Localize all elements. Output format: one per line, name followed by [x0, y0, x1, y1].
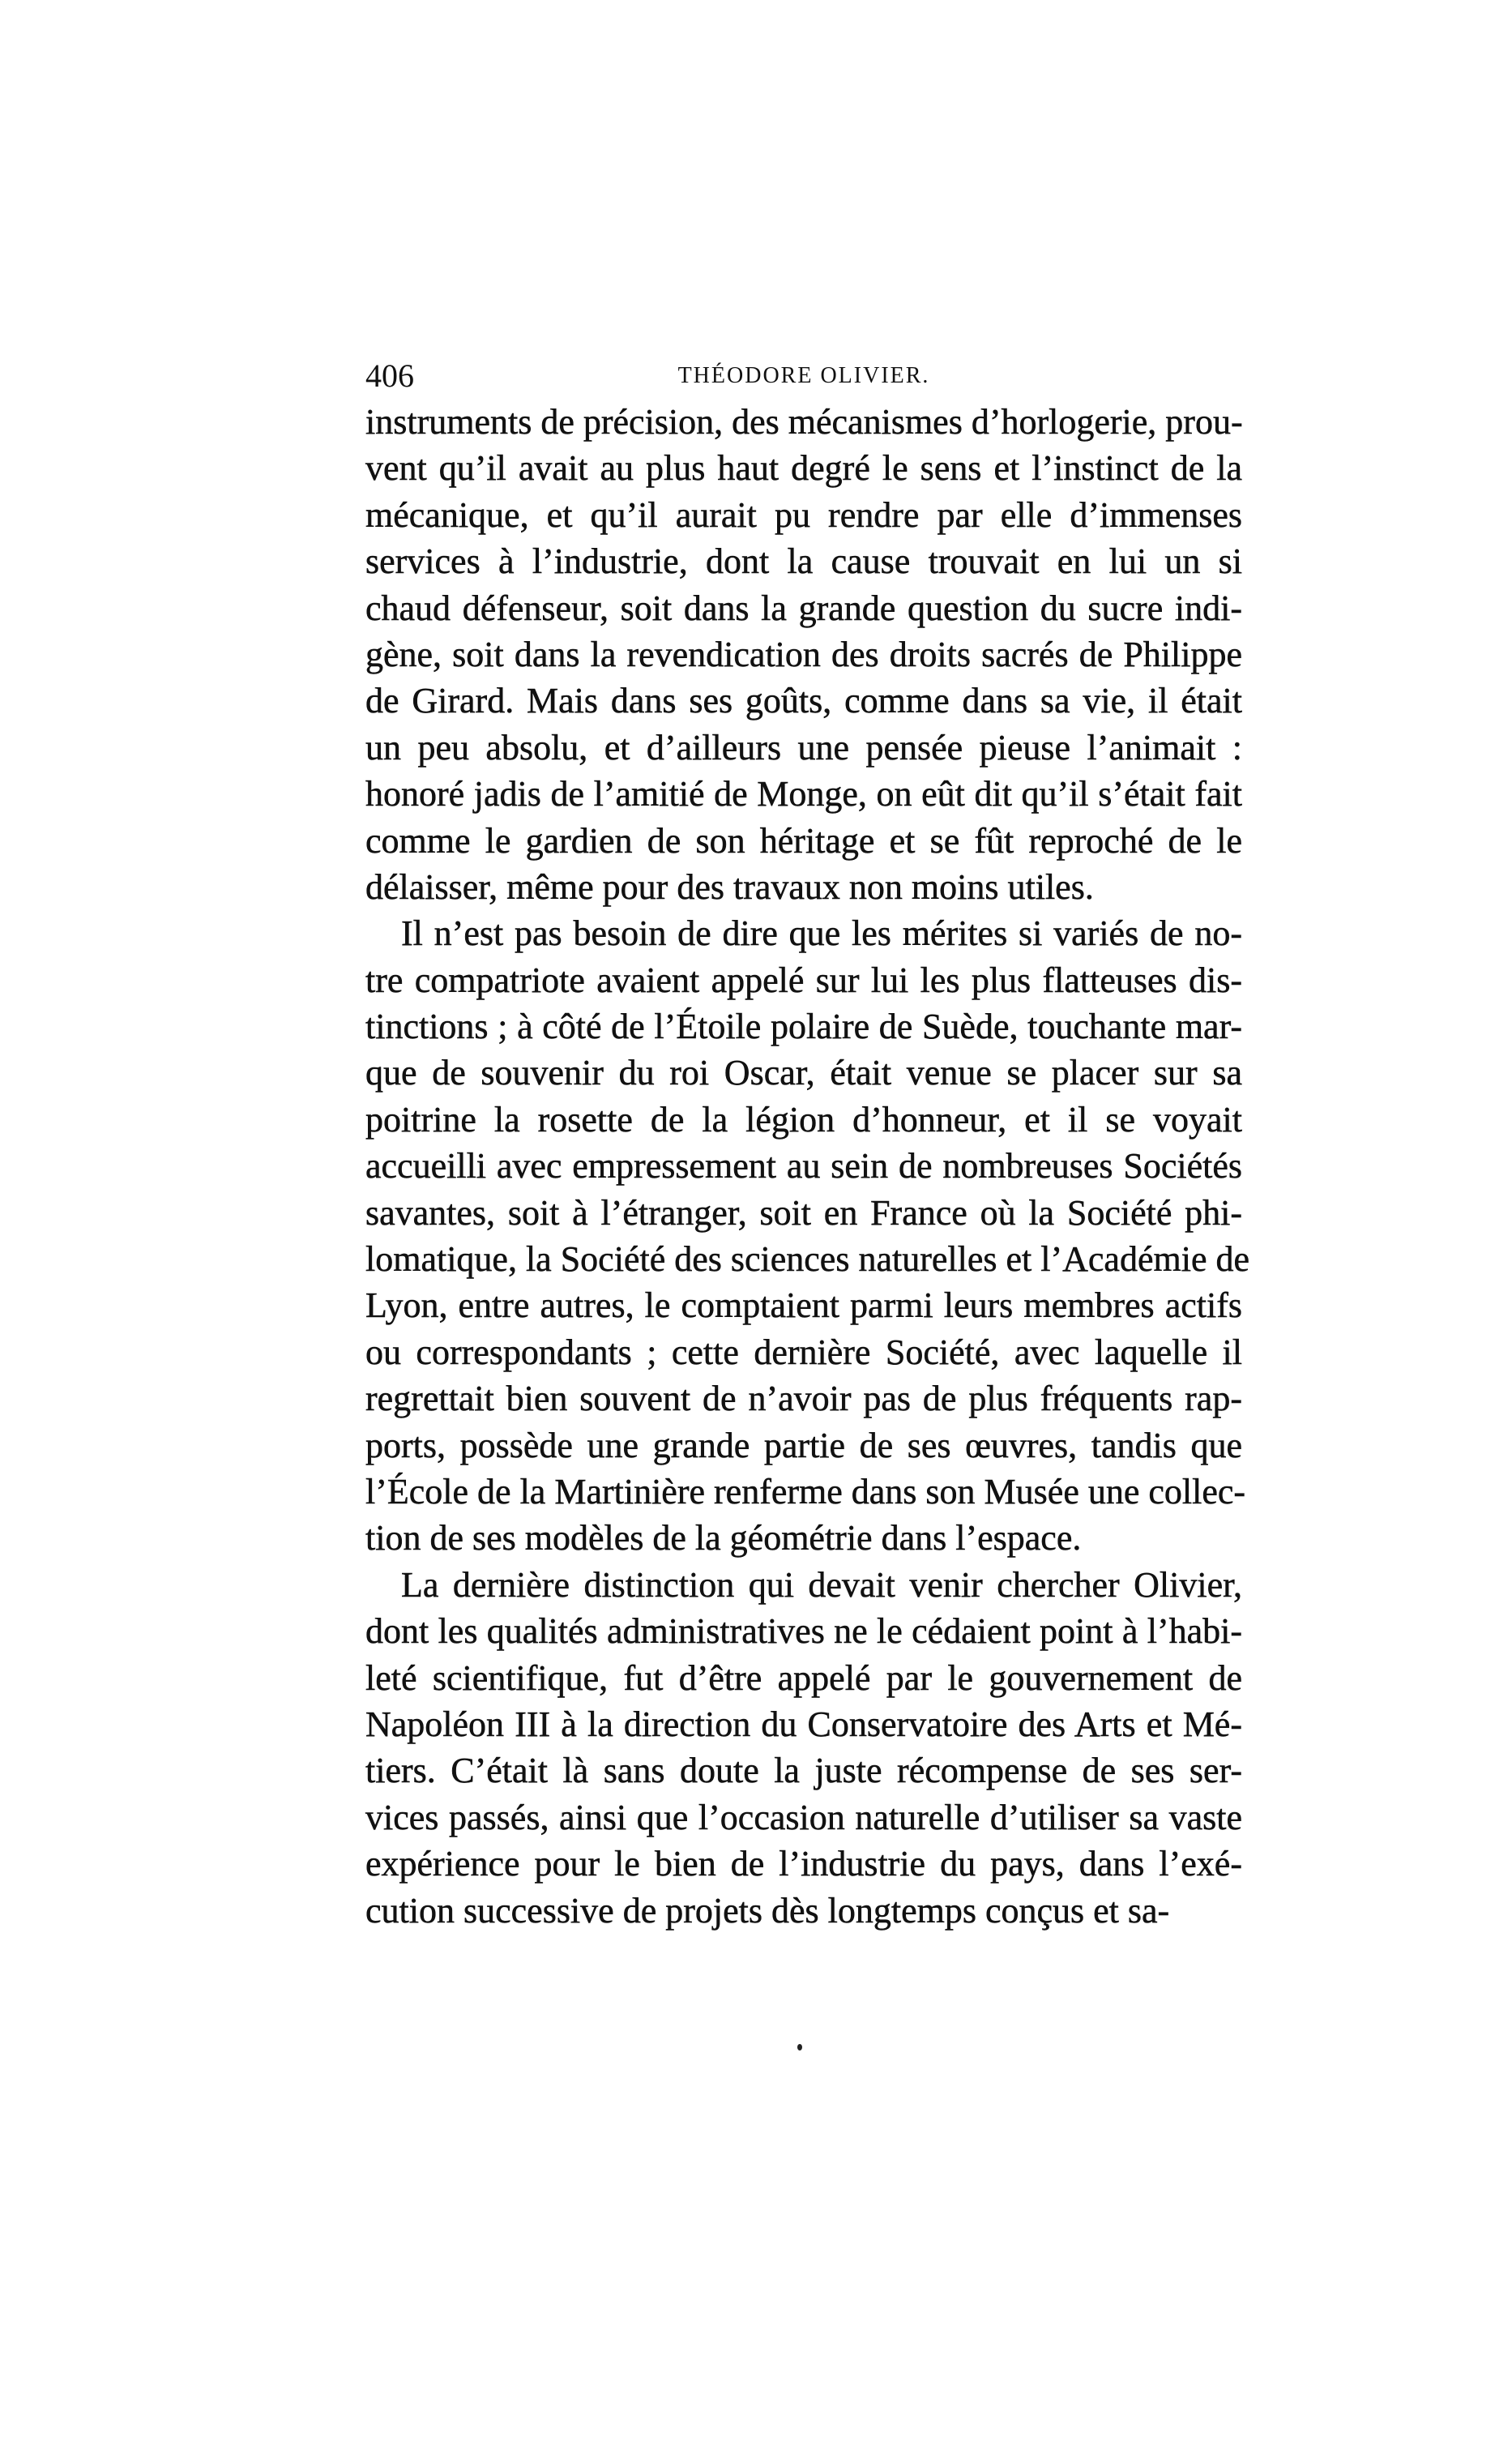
- text-line: chaud défenseur, soit dans la grande question du sucre indi-: [365, 588, 1242, 628]
- text-line: tion de ses modèles de la géométrie dans l’espace.: [365, 1518, 1082, 1559]
- text-line: expérience pour le bien de l’industrie du pays, dans l’exé-: [365, 1844, 1242, 1884]
- text-line: instruments de précision, des mécanismes d’horlogerie, prou-: [365, 402, 1243, 442]
- text-line: poitrine la rosette de la légion d’honneur, et il se voyait: [365, 1099, 1242, 1140]
- text-line: tiers. C’était là sans doute la juste récompense de ses ser-: [365, 1751, 1242, 1791]
- text-line: vices passés, ainsi que l’occasion naturelle d’utiliser sa vaste: [365, 1797, 1242, 1837]
- text-line: regrettait bien souvent de n’avoir pas de plus fréquents rap-: [365, 1379, 1242, 1419]
- page-header: [365, 357, 1242, 394]
- paragraph: [365, 910, 1249, 1561]
- text-line: dont les qualités administratives ne le cédaient point à l’habi-: [365, 1611, 1242, 1652]
- running-title: THÉODORE OLIVIER.: [677, 363, 930, 388]
- text-line: cution successive de projets dès longtemps conçus et sa-: [365, 1890, 1170, 1931]
- page-body: [365, 399, 1249, 1934]
- text-line: tinctions ; à côté de l’Étoile polaire de Suède, touchante mar-: [365, 1007, 1242, 1047]
- text-line: comme le gardien de son héritage et se fût reproché de le: [365, 820, 1242, 861]
- text-line: que de souvenir du roi Oscar, était venue se placer sur sa: [365, 1053, 1242, 1093]
- text-line: La dernière distinction qui devait venir chercher Olivier,: [401, 1564, 1242, 1605]
- text-line: gène, soit dans la revendication des droits sacrés de Philippe: [365, 634, 1242, 674]
- text-line: ports, possède une grande partie de ses œuvres, tandis que: [365, 1425, 1242, 1465]
- text-line: Il n’est pas besoin de dire que les mérites si variés de no-: [401, 913, 1242, 954]
- text-line: l’École de la Martinière renferme dans son Musée une collec-: [365, 1471, 1246, 1512]
- paragraph: [365, 399, 1242, 910]
- text-line: ou correspondants ; cette dernière Société, avec laquelle il: [365, 1332, 1242, 1372]
- text-line: délaisser, même pour des travaux non moins utiles.: [365, 866, 1094, 907]
- text-line: lomatique, la Société des sciences naturelles et l’Académie de: [365, 1239, 1249, 1280]
- text-line: mécanique, et qu’il aurait pu rendre par elle d’immenses: [365, 494, 1242, 535]
- text-line: vent qu’il avait au plus haut degré le sens et l’instinct de la: [365, 448, 1242, 489]
- text-line: accueilli avec empressement au sein de nombreuses Sociétés: [365, 1146, 1242, 1187]
- page-number: 406: [365, 357, 414, 394]
- text-line: Lyon, entre autres, le comptaient parmi leurs membres actifs: [365, 1285, 1242, 1326]
- text-line: Napoléon III à la direction du Conservatoire des Arts et Mé-: [365, 1704, 1242, 1744]
- text-line: savantes, soit à l’étranger, soit en France où la Société phi-: [365, 1192, 1242, 1233]
- text-line: leté scientifique, fut d’être appelé par le gouvernement de: [365, 1657, 1242, 1698]
- paragraph: [365, 1562, 1242, 1934]
- text-line: tre compatriote avaient appelé sur lui les plus flatteuses dis-: [365, 960, 1242, 1000]
- text-line: services à l’industrie, dont la cause trouvait en lui un si: [365, 541, 1242, 582]
- text-line: de Girard. Mais dans ses goûts, comme dans sa vie, il était: [365, 681, 1242, 721]
- ink-dot: [797, 2044, 802, 2050]
- text-line: un peu absolu, et d’ailleurs une pensée pieuse l’animait :: [365, 727, 1242, 768]
- text-line: honoré jadis de l’amitié de Monge, on eût dit qu’il s’était fait: [365, 774, 1242, 815]
